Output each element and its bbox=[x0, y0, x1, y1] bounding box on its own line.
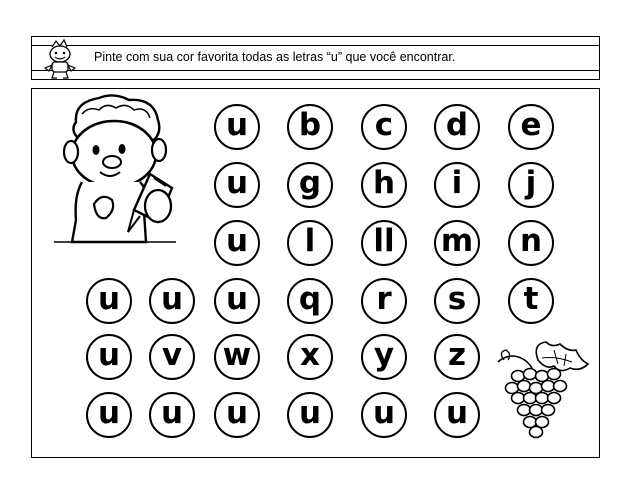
grape-bunch-illustration bbox=[496, 338, 590, 440]
cartoon-mascot-icon bbox=[40, 38, 80, 80]
grape-berry bbox=[536, 393, 549, 404]
letter-bubble-e[interactable]: e bbox=[508, 104, 554, 150]
letter-bubble-u[interactable]: u bbox=[86, 334, 132, 380]
letter-bubble-ll[interactable]: ll bbox=[361, 220, 407, 266]
letter-bubble-z[interactable]: z bbox=[434, 334, 480, 380]
grape-berry bbox=[518, 405, 531, 416]
grape-berry bbox=[548, 369, 561, 380]
letter-bubble-u[interactable]: u bbox=[214, 162, 260, 208]
letter-bubble-r[interactable]: r bbox=[361, 278, 407, 324]
letter-bubble-u[interactable]: u bbox=[214, 104, 260, 150]
grape-berry bbox=[524, 393, 537, 404]
ruled-line bbox=[32, 45, 599, 46]
letter-bubble-u[interactable]: u bbox=[214, 392, 260, 438]
letter-bubble-u[interactable]: u bbox=[149, 392, 195, 438]
letter-bubble-u[interactable]: u bbox=[214, 278, 260, 324]
letter-bubble-b[interactable]: b bbox=[287, 104, 333, 150]
letter-bubble-s[interactable]: s bbox=[434, 278, 480, 324]
letter-bubble-d[interactable]: d bbox=[434, 104, 480, 150]
grape-berry bbox=[518, 381, 531, 392]
instruction-text: Pinte com sua cor favorita todas as letras “u” que você encontrar. bbox=[94, 50, 456, 64]
grape-berry bbox=[542, 381, 555, 392]
letter-bubble-q[interactable]: q bbox=[287, 278, 333, 324]
grape-berry bbox=[554, 381, 567, 392]
boy-with-pencil-illustration bbox=[54, 92, 176, 244]
letter-bubble-j[interactable]: j bbox=[508, 162, 554, 208]
letter-bubble-i[interactable]: i bbox=[434, 162, 480, 208]
letter-bubble-y[interactable]: y bbox=[361, 334, 407, 380]
letter-bubble-m[interactable]: m bbox=[434, 220, 480, 266]
letter-bubble-c[interactable]: c bbox=[361, 104, 407, 150]
letter-bubble-v[interactable]: v bbox=[149, 334, 195, 380]
grape-berry bbox=[530, 405, 543, 416]
letter-bubble-u[interactable]: u bbox=[434, 392, 480, 438]
letter-bubble-u[interactable]: u bbox=[149, 278, 195, 324]
letter-bubble-t[interactable]: t bbox=[508, 278, 554, 324]
grape-berry bbox=[512, 393, 525, 404]
letter-bubble-u[interactable]: u bbox=[86, 392, 132, 438]
grape-berry bbox=[548, 393, 561, 404]
letter-bubble-l[interactable]: l bbox=[287, 220, 333, 266]
letter-bubble-n[interactable]: n bbox=[508, 220, 554, 266]
letter-bubble-u[interactable]: u bbox=[214, 220, 260, 266]
grape-berry bbox=[524, 369, 537, 380]
instruction-header bbox=[31, 36, 600, 80]
letter-bubble-g[interactable]: g bbox=[287, 162, 333, 208]
ruled-line bbox=[32, 70, 599, 71]
letter-bubble-u[interactable]: u bbox=[361, 392, 407, 438]
grape-berry bbox=[542, 405, 555, 416]
letter-bubble-u[interactable]: u bbox=[287, 392, 333, 438]
letter-bubble-h[interactable]: h bbox=[361, 162, 407, 208]
grape-berry bbox=[530, 427, 543, 438]
letter-bubble-w[interactable]: w bbox=[214, 334, 260, 380]
letter-bubble-x[interactable]: x bbox=[287, 334, 333, 380]
letter-bubble-u[interactable]: u bbox=[86, 278, 132, 324]
